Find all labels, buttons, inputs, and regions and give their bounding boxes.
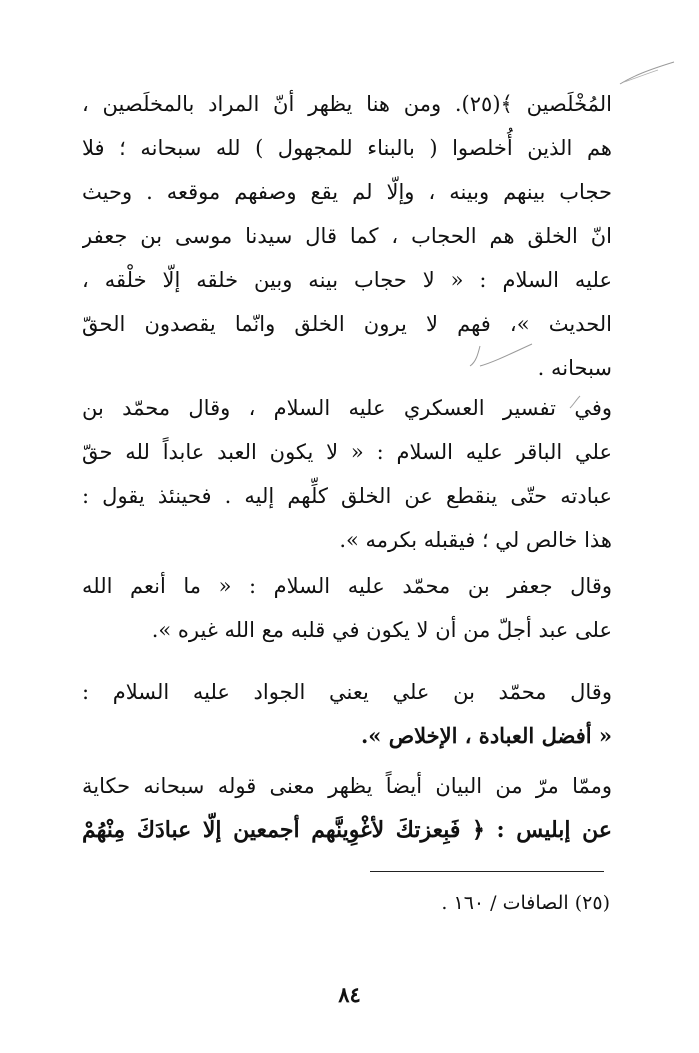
paragraph-4-line-1: وقال محمّد بن علي يعني الجواد عليه السلام : — [82, 680, 612, 704]
paragraph-1-line-1: المُخْلَصين ﴾(٢٥). ومن هنا يظهر أنّ المراد بالمخلَصين ، — [82, 92, 612, 116]
page-number: ٨٤ — [338, 982, 361, 1007]
paragraph-1-line-5: عليه السلام : « لا حجاب بينه وبين خلقه إلّا خلْقه ، — [82, 268, 612, 292]
paragraph-5-line-2: عن إبليس : ﴿ فَبِعزتكَ لأغْوِينَّهم أجمعين إلّا عبادَكَ مِنْهُمْ — [82, 817, 612, 843]
paragraph-5 — [82, 764, 612, 852]
paragraph-4 — [82, 670, 612, 758]
paragraph-5-line-1: وممّا مرّ من البيان أيضاً يظهر معنى قوله سبحانه حكاية — [82, 774, 612, 798]
paragraph-2-line-2: علي الباقر عليه السلام : « لا يكون العبد عابداً لله حقّ — [82, 440, 612, 464]
paragraph-2 — [82, 386, 612, 562]
paragraph-2-line-1: وفي تفسير العسكري عليه السلام ، وقال محمّد بن — [82, 396, 612, 420]
paragraph-2-line-4: هذا خالص لي ؛ فيقبله بكرمه ». — [339, 528, 612, 552]
pencil-mark-top-right — [618, 58, 678, 88]
paragraph-3 — [82, 564, 612, 652]
footnote-25: (٢٥) الصافات / ١٦٠ . — [441, 892, 610, 914]
footnote-divider — [370, 871, 604, 872]
paragraph-1 — [82, 82, 612, 390]
paragraph-3-line-2: على عبد أجلّ من أن لا يكون في قلبه مع الله غيره ». — [151, 618, 612, 642]
paragraph-1-line-4: انّ الخلق هم الحجاب ، كما قال سيدنا موسى بن جعفر — [82, 224, 612, 248]
paragraph-1-line-3: حجاب بينهم وبينه ، وإلّا لم يقع وصفهم موقعه . وحيث — [82, 180, 612, 204]
paragraph-4-line-2: « أفضل العبادة ، الإخلاص ». — [360, 723, 612, 748]
paragraph-1-line-6: الحديث »، فهم لا يرون الخلق وانّما يقصدون الحقّ — [82, 312, 612, 336]
paragraph-1-line-2: هم الذين أُخلصوا ( بالبناء للمجهول ) لله سبحانه ؛ فلا — [82, 136, 612, 160]
paragraph-2-line-3: عبادته حتّى ينقطع عن الخلق كلِّهم إليه . فحينئذ يقول : — [82, 484, 612, 508]
paragraph-1-line-7: سبحانه . — [537, 356, 612, 380]
paragraph-3-line-1: وقال جعفر بن محمّد عليه السلام : « ما أنعم الله — [82, 574, 612, 598]
